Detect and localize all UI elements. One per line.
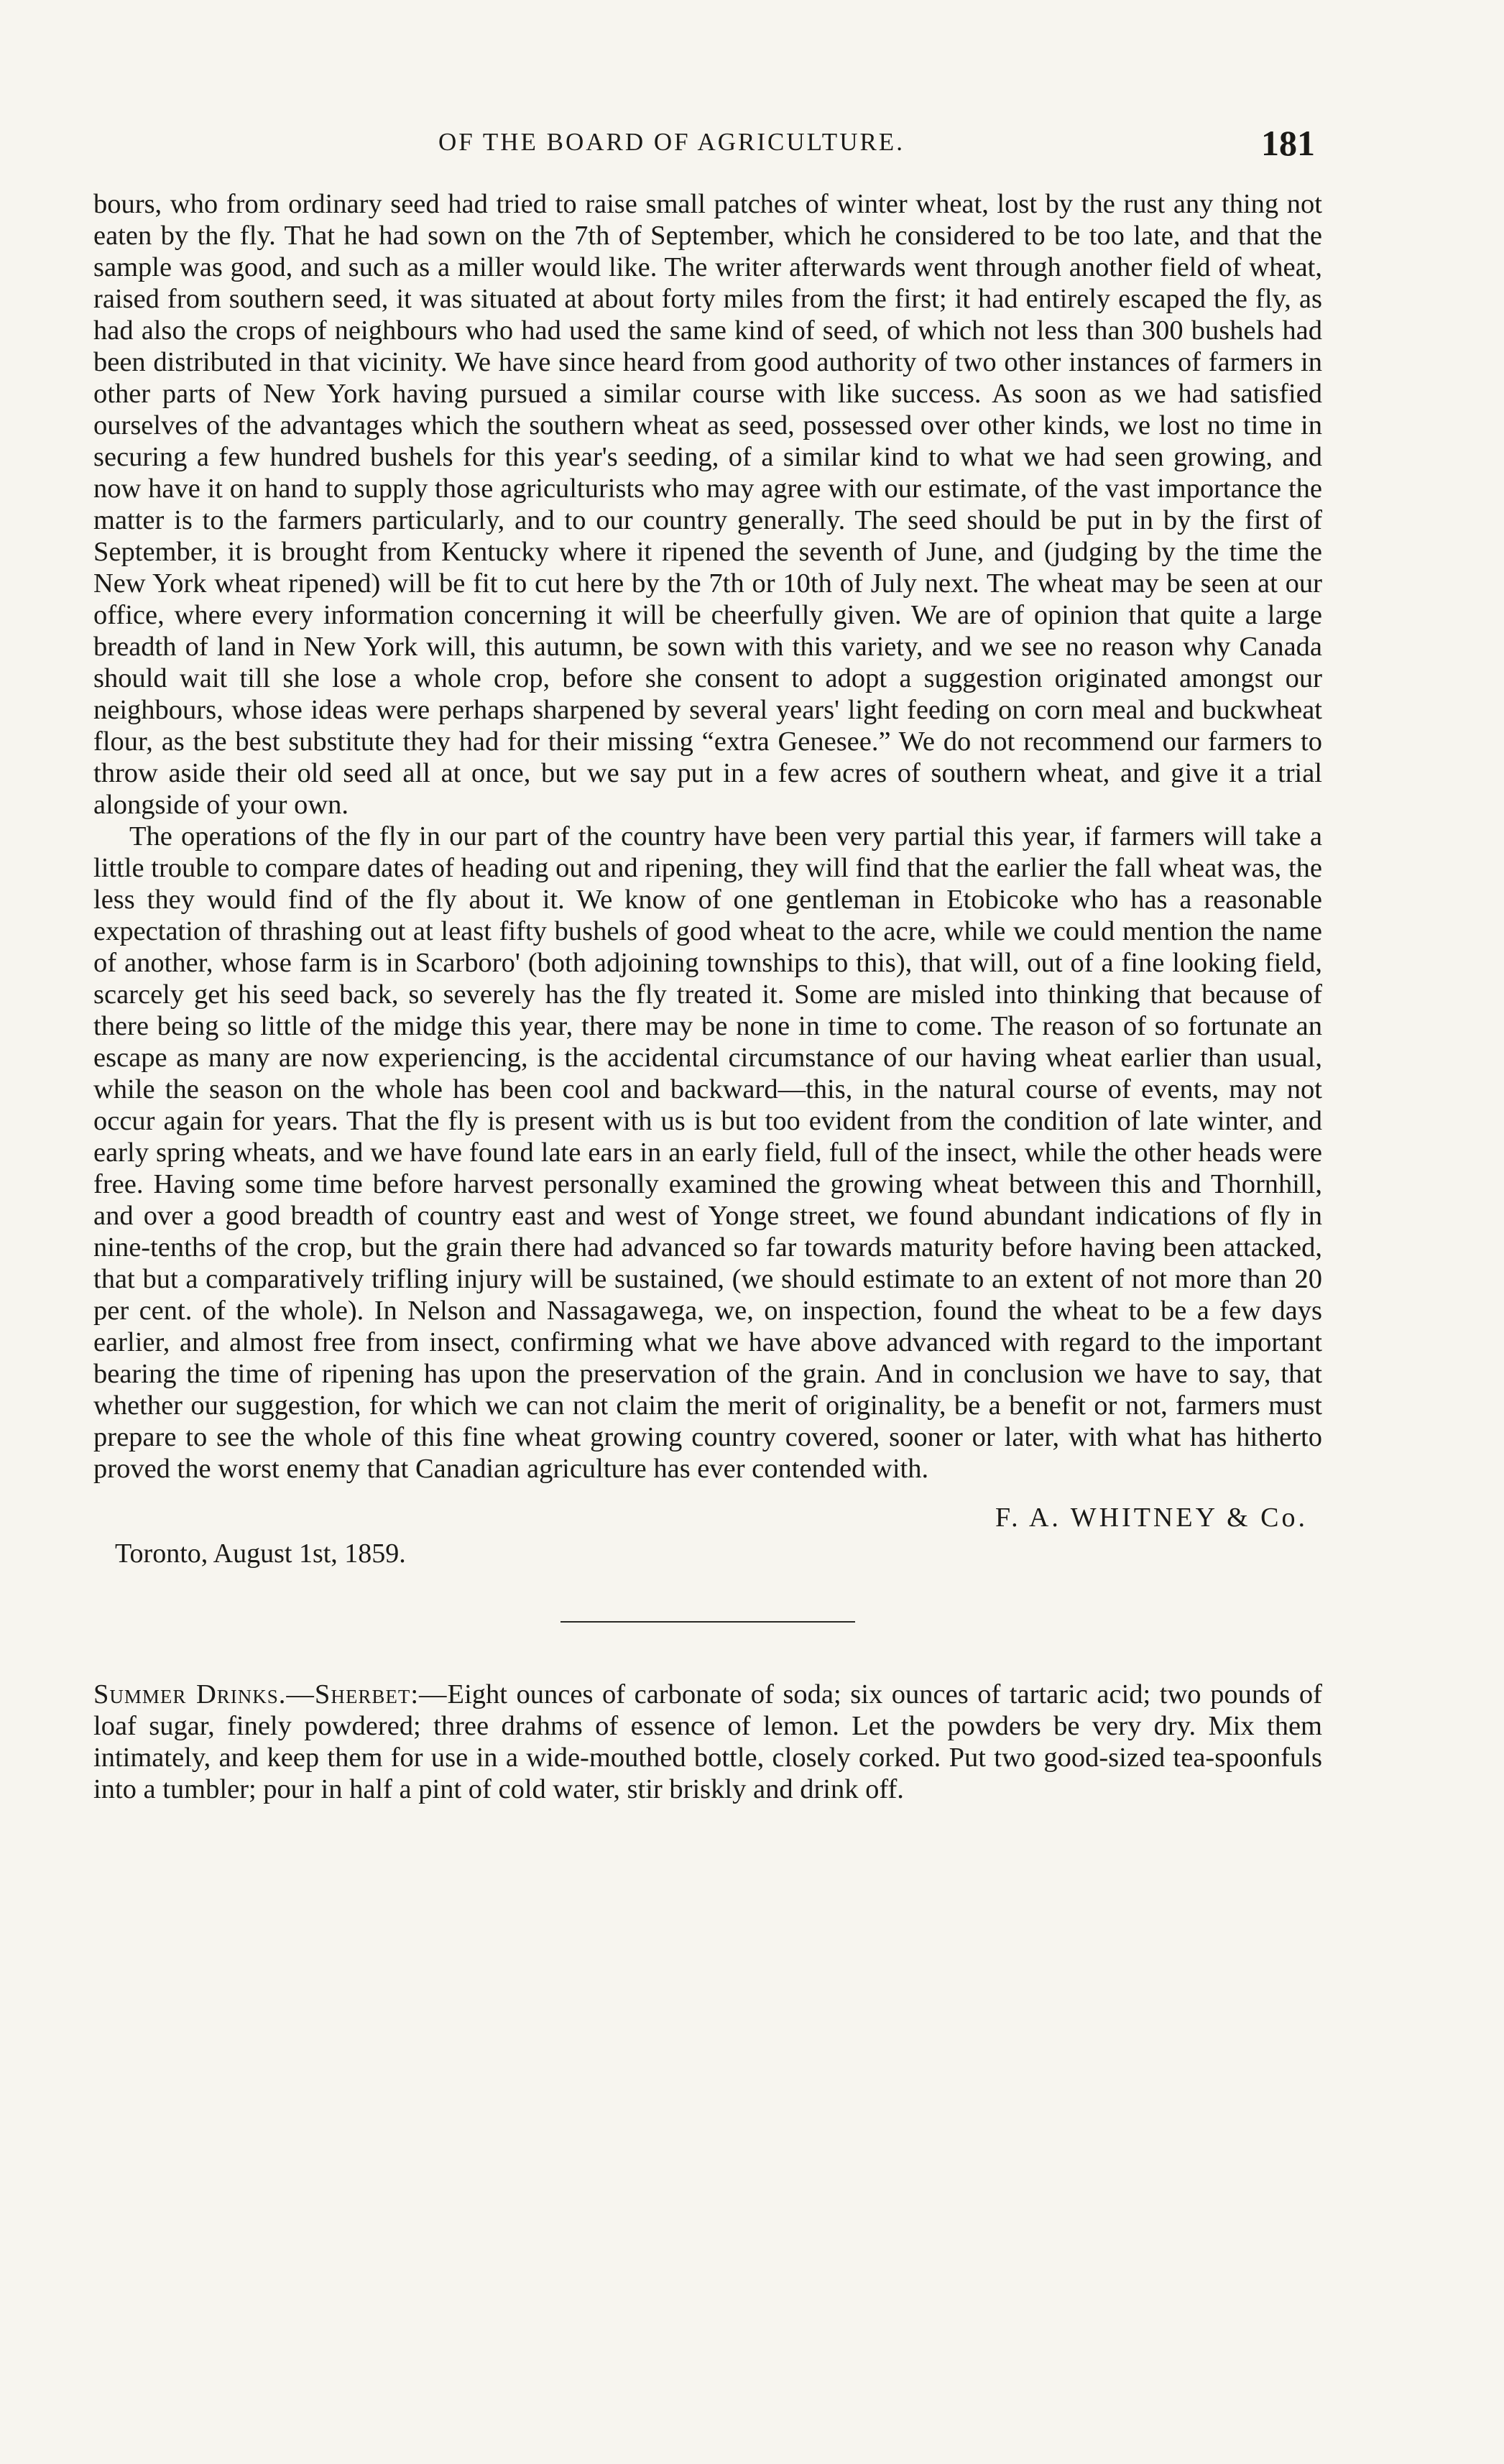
page-number: 181: [1261, 123, 1315, 163]
summer-drinks-heading: Summer Drinks.—Sherbet:—: [93, 1679, 448, 1709]
running-head: [93, 122, 1315, 165]
letter-paragraph-1: bours, who from ordinary seed had tried to raise small patches of winter wheat, lost by the rust any thing not eaten by the fly. That he had sown on the 7th of September, which he considered to be too late, and that the sample was good, and such as a miller would like. The writer afterwards went through another field of wheat, raised from southern seed, it was situated at about forty miles from the first; it had entirely escaped the fly, as had also the crops of neighbours who had used the same kind of seed, of which not less than 300 bushels had been distributed in that vicinity. We have since heard from good authority of two other instances of farmers in other parts of New York having pursued a similar course with like success. As soon as we had satisfied ourselves of the advantages which the southern wheat as seed, possessed over other kinds, we lost no time in securing a few hundred bushels for this year's seeding, of a similar kind to what we had seen growing, and now have it on hand to supply those agriculturists who may agree with our estimate, of the vast importance the matter is to the farmers particularly, and to our country generally. The seed should be put in by the first of September, it is brought from Kentucky where it ripened the seventh of June, and (judging by the time the New York wheat ripened) will be fit to cut here by the 7th or 10th of July next. The wheat may be seen at our office, where every information concerning it will be cheerfully given. We are of opinion that quite a large breadth of land in New York will, this autumn, be sown with this variety, and we see no reason why Canada should wait till she lose a whole crop, before she consent to adopt a suggestion originated amongst our neighbours, whose ideas were perhaps sharpened by several years' light feeding on corn meal and buckwheat flour, as the best substitute they had for their missing “extra Genesee.” We do not recommend our farmers to throw aside their old seed all at once, but we say put in a few acres of southern wheat, and give it a trial alongside of your own.: [93, 189, 1322, 820]
summer-drinks-paragraph: [93, 1679, 1322, 1805]
letter-dateline: Toronto, August 1st, 1859.: [115, 1538, 406, 1569]
letter-signature: F. A. WHITNEY & Co.: [995, 1503, 1308, 1533]
letter-paragraph-2: The operations of the fly in our part of the country have been very partial this year, if farmers will take a little trouble to compare dates of heading out and ripening, they will find that the earlier the fall wheat was, the less they would find of the fly about it. We know of one gentleman in Etobicoke who has a reasonable expectation of thrashing out at least fifty bushels of good wheat to the acre, while we could mention the name of another, whose farm is in Scarboro' (both adjoining townships to this), that will, out of a fine looking field, scarcely get his seed back, so severely has the fly treated it. Some are misled into thinking that because of there being so little of the midge this year, there may be none in time to come. The reason of so fortunate an escape as many are now experiencing, is the accidental circumstance of our having wheat earlier than usual, while the season on the whole has been cool and backward—this, in the natural course of events, may not occur again for years. That the fly is present with us is but too evident from the condition of late winter, and early spring wheats, and we have found late ears in an early field, full of the insect, while the other heads were free. Having some time before harvest personally examined the growing wheat between this and Thornhill, and over a good breadth of country east and west of Yonge street, we found abundant indications of fly in nine-tenths of the crop, but the grain there had advanced so far towards maturity before having been attacked, that but a comparatively trifling injury will be sustained, (we should estimate to an extent of not more than 20 per cent. of the whole). In Nelson and Nassagawega, we, on inspection, found the wheat to be a few days earlier, and almost free from insect, confirming what we have above advanced with regard to the important bearing the time of ripening has upon the preservation of the grain. And in conclusion we have to say, that whether our suggestion, for which we can not claim the merit of originality, be a benefit or not, farmers must prepare to see the whole of this fine wheat growing country covered, sooner or later, with what has hitherto proved the worst enemy that Canadian agriculture has ever contended with.: [93, 821, 1322, 1484]
summer-drinks-text: Eight ounces of carbonate of soda; six ounces of tartaric acid; two pounds of loaf sugar, finely powdered; three drahms of essence of lemon. Let the powders be very dry. Mix them intimately, and keep them for use in a wide-mouthed bottle, closely corked. Put two good-sized tea-spoonfuls into a tumbler; pour in half a pint of cold water, stir briskly and drink off.: [93, 1679, 1322, 1804]
running-title: OF THE BOARD OF AGRICULTURE.: [438, 128, 905, 156]
section-divider: [560, 1621, 855, 1623]
body-text: [93, 188, 1322, 1805]
